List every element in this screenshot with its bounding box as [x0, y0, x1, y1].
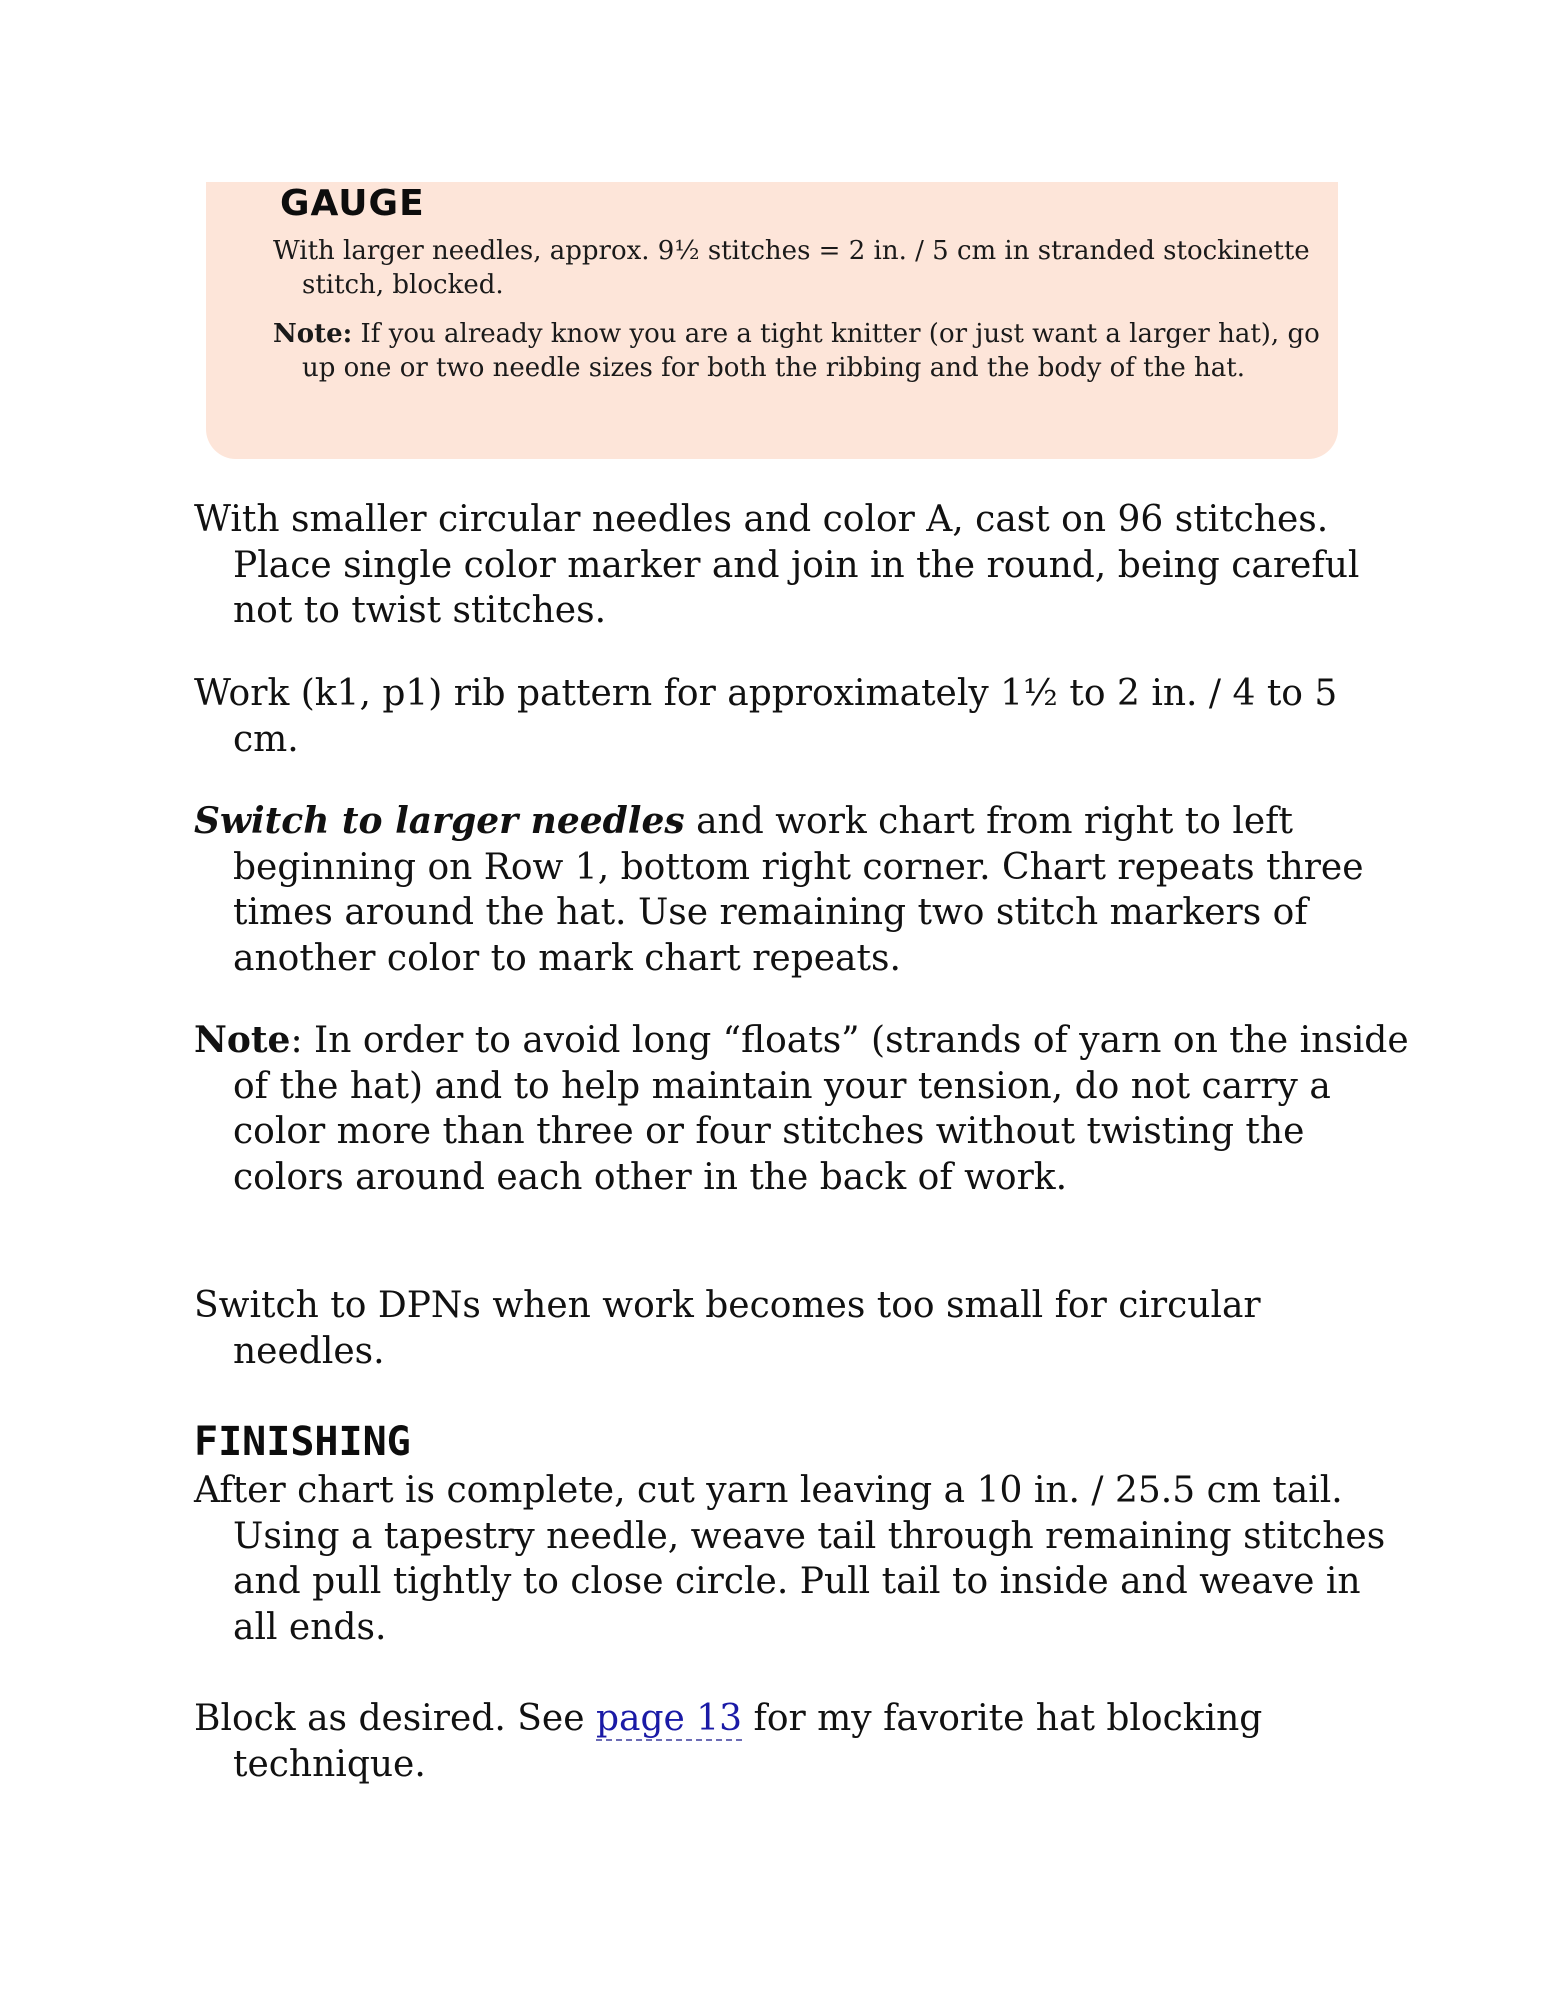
rib-instruction: Work (k1, p1) rib pattern for approximately 1½ to 2 in. / 4 to 5 cm. — [194, 673, 1338, 760]
blocking-prefix: Block as desired. See — [194, 1698, 596, 1739]
switch-needles-emphasis: Switch to larger needles — [194, 800, 685, 842]
dpns-instruction: Switch to DPNs when work becomes too small for circular needles. — [194, 1285, 1261, 1372]
finishing-heading: FINISHING — [194, 1419, 411, 1465]
gauge-note-label: Note: — [273, 319, 353, 349]
page-13-link[interactable]: page 13 — [595, 1698, 743, 1739]
floats-note — [194, 1018, 1413, 1200]
gauge-description: With larger needles, approx. 9½ stitches = 2 in. / 5 cm in stranded stockinette stitch, blocked. — [273, 236, 1310, 300]
floats-note-label: Note — [194, 1019, 291, 1061]
gauge-heading: GAUGE — [280, 183, 425, 224]
gauge-callout-box — [206, 182, 1338, 459]
blocking-instruction — [194, 1696, 1413, 1787]
gauge-note-text: If you already know you are a tight knitter (or just want a larger hat), go up one or two needle sizes for both the ribbing and the body of the hat. — [302, 319, 1320, 383]
cast-on-instruction: With smaller circular needles and color A, cast on 96 stitches. Place single color marker and join in the round, being careful not to twist stitches. — [194, 499, 1360, 631]
blocking-suffix: for my favorite hat blocking technique. — [233, 1698, 1263, 1785]
switch-needles-instruction — [194, 799, 1413, 981]
gauge-note — [273, 317, 1332, 385]
switch-needles-text: and work chart from right to left beginning on Row 1, bottom right corner. Chart repeats three times around the hat. Use remaining two stitch markers of another color to mark chart repeats. — [233, 801, 1364, 979]
finishing-instruction: After chart is complete, cut yarn leaving a 10 in. / 25.5 cm tail. Using a tapestry needle, weave tail through remaining stitches and pull tightly to close circle. Pull tail to inside and weave in all ends. — [194, 1470, 1386, 1648]
floats-note-text: : In order to avoid long “floats” (strands of yarn on the inside of the hat) and to help maintain your tension, do not carry a color more than three or four stitches without twisting the colors around each other in the back of work. — [233, 1020, 1409, 1198]
